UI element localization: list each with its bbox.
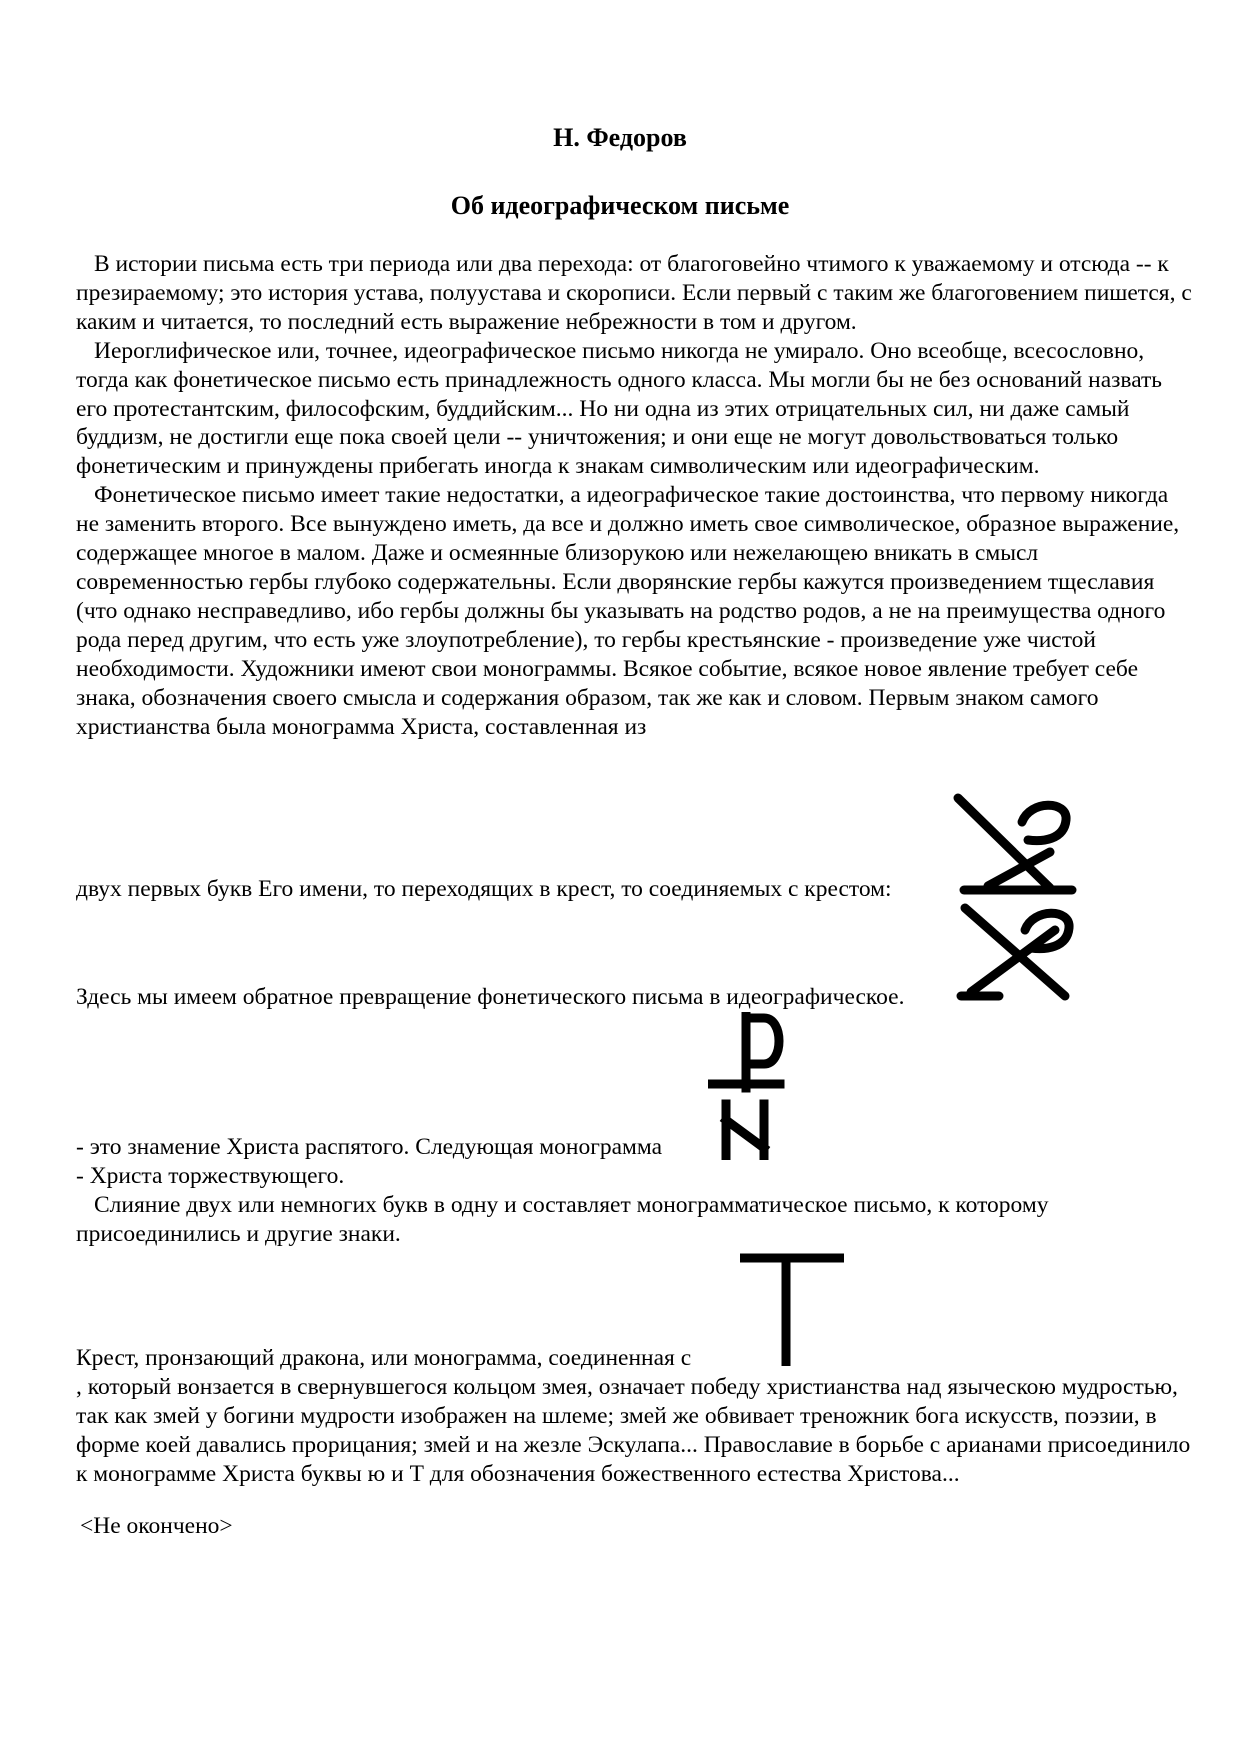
document-body	[76, 250, 1196, 741]
document-title: Об идеографическом письме	[450, 191, 790, 220]
text-line-triumphant: - Христа торжествующего.	[76, 1163, 345, 1189]
paragraph-2: Иероглифическое или, точнее, идеографическое письмо никогда не умирало. Оно всеобще, всесословно, тогда как фонетическое письмо есть принадлежность одного класса. Мы могли бы не без оснований назвать его протестантским, философским, буддийским... Но ни одна из этих отрицательных сил, ни даже самый буддизм, не достигли еще пока своей цели -- уничтожения; и они еще не могут довольствоваться только фонетическим и принуждены прибегать иногда к знакам символическим или идеографическим.	[76, 337, 1163, 480]
rho-cross-monogram-icon	[708, 1012, 788, 1160]
text-line-cross-dragon: Крест, пронзающий дракона, или монограмма, соединенная с	[76, 1345, 692, 1371]
paragraph-1: В истории письма есть три периода или два перехода: от благоговейно чтимого к уважаемому и отсюда -- к презираемому; это история устава, полуустава и скорописи. Если первый с таким же благоговением пишется, с каким и читается, то последний есть выражение небрежности в том и другом.	[76, 251, 1192, 335]
paragraph-serpent: , который вонзается в свернувшегося кольцом змея, означает победу христианства над языческою мудростью, так как змей у богини мудрости изображен на шлеме; змей же обвивает треножник бога искусств, поэзии, в форме коей давались прорицания; змей и на жезле Эскулапа... Православие в борьбе с арианами присоединило к монограмме Христа буквы ю и Т для обозначения божественного естества Христова...	[76, 1374, 1191, 1487]
chi-rho-monogram-icon	[950, 790, 1080, 900]
paragraph-fusion: Слияние двух или немногих букв в одну и составляет монограмматическое письмо, к которому присоединились и другие знаки.	[76, 1192, 1049, 1247]
tau-cross-icon	[738, 1250, 848, 1370]
paragraph-fusion-block	[76, 1191, 1196, 1249]
text-line-crucified: - это знамение Христа распятого. Следующая монограмма	[76, 1134, 663, 1160]
text-line-first-letters: двух первых букв Его имени, то переходящих в крест, то соединяемых с крестом:	[76, 876, 892, 902]
unfinished-note: <Не окончено>	[80, 1513, 233, 1539]
author-name: Н. Федоров	[553, 123, 687, 152]
text-line-reverse: Здесь мы имеем обратное превращение фонетического письма в идеографическое.	[76, 984, 905, 1010]
paragraph-serpent-block	[76, 1373, 1196, 1489]
chi-rho-monogram-2-icon	[955, 900, 1085, 1005]
paragraph-3: Фонетическое письмо имеет такие недостатки, а идеографическое такие достоинства, что первому никогда не заменить второго. Все вынуждено иметь, да все и должно иметь свое символическое, образное выражение, содержащее многое в малом. Даже и осмеянные близорукою или нежелающею вникать в смысл современностью гербы глубоко содержательны. Если дворянские гербы кажутся произведением тщеславия (что однако несправедливо, ибо гербы должны бы указывать на родство родов, а не на преимущества одного рода перед другим, что есть уже злоупотребление), то гербы крестьянские - произведение уже чистой необходимости. Художники имеют свои монограммы. Всякое событие, всякое новое явление требует себе знака, обозначения своего смысла и содержания образом, так же как и словом. Первым знаком самого христианства была монограмма Христа, составленная из	[76, 482, 1180, 740]
